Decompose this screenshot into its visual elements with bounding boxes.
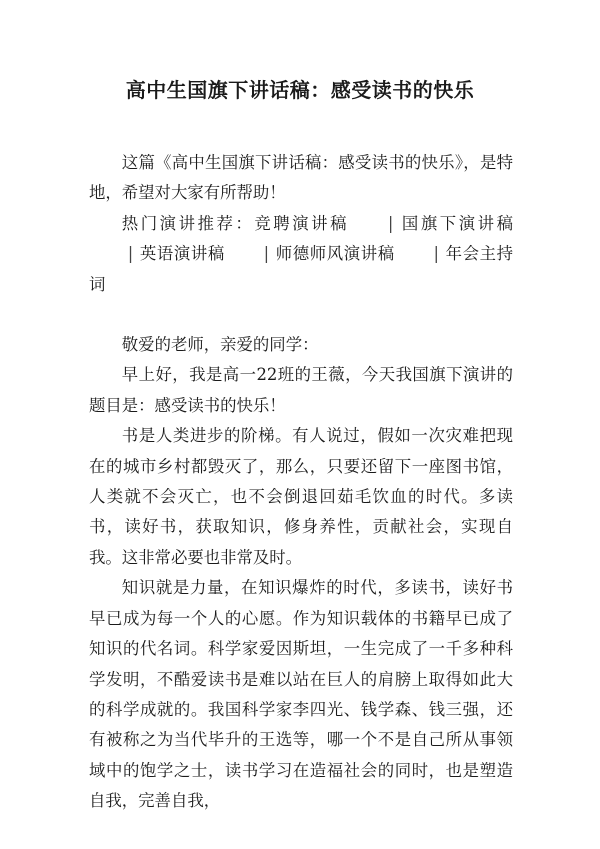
hot-link-speech[interactable]: 竞聘演讲稿: [254, 213, 350, 233]
hot-label: 热门演讲推荐：: [121, 213, 255, 233]
speech-paragraph-3: 知识就是力量，在知识爆炸的时代，多读书，读好书早已成为每一个人的心愿。作为知识载体的书籍早已成了知识的代名词。科学家爱因斯坦，一生完成了一千多种科学发明，不酷爱读书是难以站在巨人的肩膀上取得如此大的科学成就的。我国科学家李四光、钱学森、钱三强，还有被称之为当代毕升的王选等，哪一个不是自己所从事领域中的饱学之士，读书学习在造福社会的同时，也是塑造自我，完善自我，: [89, 578, 513, 811]
hot-link-english-speech[interactable]: 英语演讲稿: [139, 244, 225, 264]
separator: |: [127, 244, 134, 264]
hot-link-annual-party-host[interactable]: 年会主持词: [89, 244, 514, 294]
speech-paragraph-2: 书是人类进步的阶梯。有人说过，假如一次灾难把现在的城市乡村都毁灭了，那么，只要还留下一座图书馆，人类就不会灭亡，也不会倒退回茹毛饮血的时代。多读书，读好书，获取知识，修身养性，贡献社会，实现自我。这非常必要也非常及时。: [89, 426, 513, 567]
greeting-paragraph: 敬爱的老师，亲爱的同学：: [121, 335, 319, 355]
hot-link-flag-speech[interactable]: 国旗下演讲稿: [399, 213, 513, 233]
separator: |: [263, 244, 270, 264]
intro-paragraph: 这篇《高中生国旗下讲话稿：感受读书的快乐》，是特地，希望对大家有所帮助！: [89, 153, 513, 203]
speech-paragraph-1: 早上好，我是高一22班的王薇，今天我国旗下演讲的题目是：感受读书的快乐！: [89, 365, 513, 415]
hot-link-teacher-ethics-speech[interactable]: 师德师风演讲稿: [275, 244, 395, 264]
hot-recommendations: [89, 209, 513, 300]
separator: |: [387, 213, 394, 233]
separator: |: [433, 244, 440, 264]
spacer: [89, 300, 513, 330]
page-title: 高中生国旗下讲话稿：感受读书的快乐: [125, 78, 475, 102]
document-body: [89, 148, 513, 817]
